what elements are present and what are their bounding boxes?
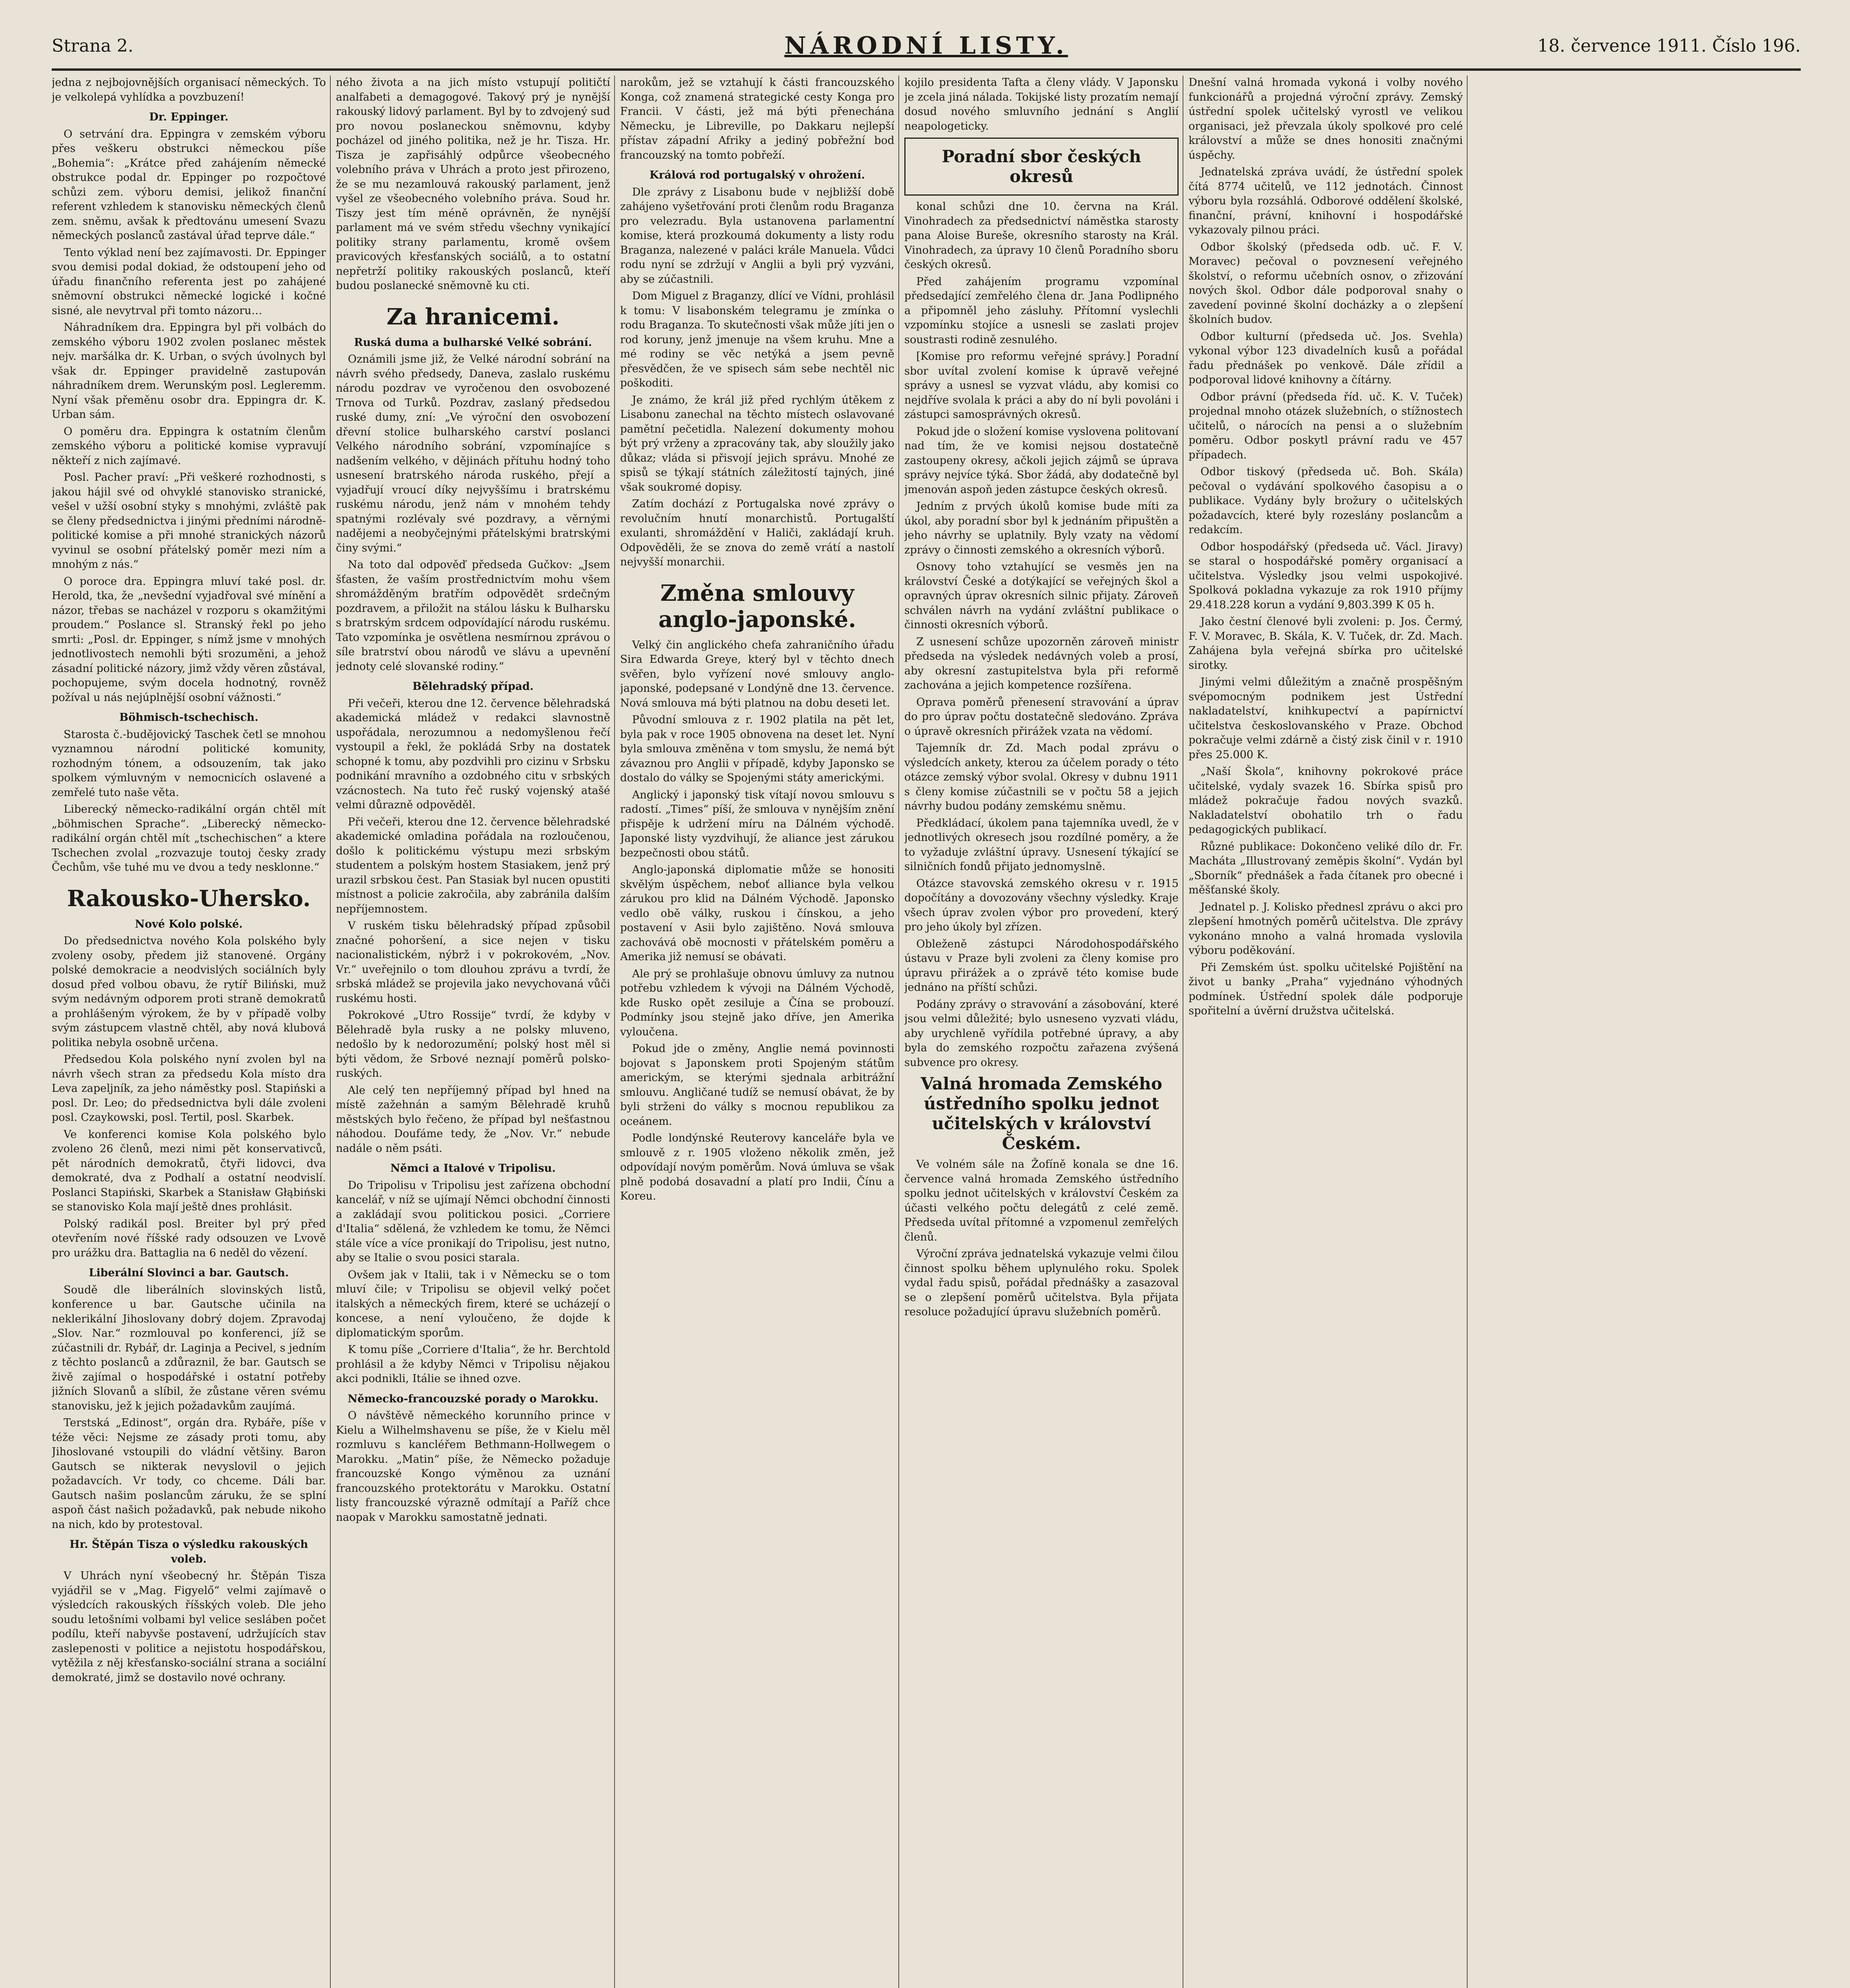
column-4: [904, 76, 1179, 1988]
paragraph: Ale prý se prohlašuje obnovu úmluvy za nutnou potřebu vzhledem k vývoji na Dálném Východě, kde Rusko opět zesiluje a Čína se probouzí. Podmínky jsou stejně jako dříve, jen Amerika vyloučena.: [620, 967, 894, 1038]
section-heading: Liberální Slovinci a bar. Gautsch.: [89, 1267, 289, 1279]
paragraph: Otázce stavovská zemského okresu v r. 1915 dopočítány a dovozovány všechny výsledky. Kraje všech úprav zvolen výbor pro provedení, který pro jeho úkoly byl zřízen.: [904, 877, 1179, 933]
column-6: [1473, 76, 1799, 1988]
paragraph: Při večeři, kterou dne 12. července bělehradské akademické omladina pořádala na rozloučenou, došlo k politickému výstupu mezi srbským studentem a polským hostem Stasiakem, jenž prý urazil srbskou čest. Pan Stasiak byl nucen opustiti místnost a policie zakročila, aby zabránila dalším nepříjemnostem.: [336, 815, 610, 915]
section-heading: Nové Kolo polské.: [135, 918, 243, 930]
section-heading: Králová rod portugalský v ohrožení.: [649, 169, 865, 181]
paragraph: K tomu píše „Corriere d'Italia“, že hr. Berchtold prohlásil a že kdyby Němci v Tripolisu nějakou akci podnikli, Itálie se ihned ozve.: [336, 1343, 610, 1385]
paragraph: Starosta č.-budějovický Taschek četl se mnohou vyznamnou národní politické komunity, rozhodným tónem, a odsouzením, tak jako spolkem výmluvným v nemocnicích oslavené a zemřelé tuto naše věta.: [52, 728, 326, 799]
paragraph: Podle londýnské Reuterovy kanceláře byla ve smlouvě z r. 1905 vloženo několik změn, jež odpovídají novým poměrům. Nová úmluva se však plně podobá dosavadní a platí pro Indii, Čínu a Koreu.: [620, 1132, 894, 1202]
paragraph: Jako čestní členové byli zvoleni: p. Jos. Čermý, F. V. Moravec, B. Skála, K. V. Tuček, dr. Zd. Mach. Zahájena byla veřejná sbírka pro učitelské sirotky.: [1189, 615, 1463, 672]
paragraph: jedna z nejbojovnějších organisací německých. To je velkolepá vyhlídka a povzbuzení!: [52, 76, 326, 103]
paragraph: Odbor školský (předseda odb. uč. F. V. Moravec) pečoval o povznesení veřejného školství, o reformu učebních osnov, o zřizování nových škol. Odbor dále podporoval snahy o zavedení povinné školní docházky a o zlepšení školních budov.: [1189, 241, 1463, 326]
paragraph: Jednatelská zpráva uvádí, že ústřední spolek čítá 8774 učitelů, ve 112 jednotách. Činnost výboru byla rozsáhlá. Odborové oddělení školské, finanční, právní, knihovní i hospodářské vykazovaly pilnou práci.: [1189, 166, 1463, 236]
section-heading: Německo-francouzské porady o Marokku.: [347, 1392, 599, 1405]
paragraph: Z usnesení schůze upozorněn zároveň ministr předseda na výsledek nedávných voleb a prosí, aby okresní zastupitelstva byla při reformě zachována a jejich kompetence rozšířena.: [904, 635, 1179, 691]
section-heading: Němci a Italové v Tripolisu.: [390, 1162, 556, 1175]
paragraph: Jednatel p. J. Kolisko přednesl zprávu o akci pro zlepšení hmotných poměrů učitelstva. Dle zprávy vykonáno mnoho a valná hromada vyslovila výboru poděkování.: [1189, 901, 1463, 957]
column-2: [336, 76, 610, 1988]
paragraph: Odbor kulturní (předseda uč. Jos. Svehla) vykonal výbor 123 divadelních kusů a pořádal řadu přednášek po venkově. Dále zřídil a podporoval lidové knihovny a čítárny.: [1189, 330, 1463, 386]
paragraph: O poroce dra. Eppingra mluví také posl. dr. Herold, tka, že „nevšední vyjadřoval své mínění a názor, třebas se nacházel v rozporu s okamžitými proudem.“ Poslance sl. Stranský řekl po jeho smrti: „Posl. dr. Eppinger, s nímž jsme v mnohých jednotlivostech nemohli býti srozuměni, a jehož zásadní politické názory, jimž vždy věren zůstával, pochopujeme, svým docela hodnotný, rovněž požíval u nás nejúplnější osobní vážnosti.“: [52, 575, 326, 704]
paragraph: Jinými velmi důležitým a značně prospěšným svépomocným podnikem jest Ústřední nakladatelství, knihkupectví a papírnictví učitelstva českoslovanského v Praze. Obchod pokračuje velmi zdárně a čistý zisk činil v r. 1910 přes 25.000 K.: [1189, 676, 1463, 761]
paragraph: kojilo presidenta Tafta a členy vlády. V Japonsku je zcela jiná nálada. Tokijské listy prozatím nemají dosud nového smluvního jednání s Anglií neapologeticky.: [904, 76, 1179, 132]
paragraph: Tento výklad není bez zajímavosti. Dr. Eppinger svou demisi podal dokiad, že odstoupení jeho od úřadu finančního referenta jest po zahájené sněmovní obstrukci německé logické i kočné sisné, ale nevytrval při tomto názoru…: [52, 246, 326, 317]
paragraph: Ovšem jak v Italii, tak i v Německu se o tom mluví čile; v Tripolisu se objevil velký počet italských a německých firem, které se ucházejí o koncese, a není vyloučeno, že dojde k diplomatickým sporům.: [336, 1268, 610, 1339]
paragraph: [Komise pro reformu veřejné správy.] Poradní sbor uvítal zvolení komise k úpravě veřejné správy a usnesl se vyzvat vládu, aby komisi co nejdříve svolala k práci a aby do ní byli povoláni i zástupci samosprávných okresů.: [904, 350, 1179, 421]
paragraph: Na toto dal odpověď předseda Gučkov: „Jsem šťasten, že vaším prostřednictvím mohu všem shromážděným bratřím odpovědět srdečným pozdravem, a přiložit na stálou lásku k Bulharsku s bratrským srdcem odpovídající národu ruskému. Tato vzpomínka je osvětlena nesmírnou zprávou o síle bratrství obou národů ve slávu a upevnění jednoty celé slovanské rodiny.“: [336, 559, 610, 673]
column-divider: [614, 76, 615, 1988]
column-divider: [898, 76, 899, 1988]
paragraph: Dle zprávy z Lisabonu bude v nejbližší době zahájeno vyšetřování proti členům rodu Braganza pro velezradu. Byla ustanovena parlamentní komise, která prozkoumá dokumenty a listy rodu Braganza, nalezené v paláci krále Manuela. Vůdci rodu nyní se zdržují v Anglii a byli prý vyzváni, aby se zúčastnili.: [620, 186, 894, 285]
section-heading: Ruská duma a bulharské Velké sobrání.: [354, 336, 592, 349]
paragraph: Odbor tiskový (předseda uč. Boh. Skála) pečoval o vydávání spolkového časopisu a o publikace. Vydány byly brožury o učitelských požadavcích, které byly rozeslány poslancům a redakcím.: [1189, 466, 1463, 536]
paragraph: Do Tripolisu v Tripolisu jest zařízena obchodní kancelář, v níž se ujímají Němci obchodní činnosti a zakládají svou politickou posici. „Corriere d'Italia“ sdělená, že vzhledem ke tomu, že Němci stále více a více pronikají do Tripolisu, jest nutno, aby se Italie o svou posici starala.: [336, 1179, 610, 1264]
paragraph: Obleženě zástupci Národohospodářského ústavu v Praze byli zvoleni za členy komise pro úpravu přirážek a o zprávě této komise bude jednáno na příští schůzi.: [904, 938, 1179, 994]
paragraph: O návštěvě německého korunního prince v Kielu a Wilhelmshavenu se píše, že v Kielu měl rozmluvu s kancléřem Bethmann-Hollwegem o Marokku. „Matin“ píše, že Německo požaduje francouzské Kongo výměnou za uznání francouzského protektorátu v Marokku. Ostatní listy francouzské výrazně odmítají a Paříž chce naopak v Marokku samostatně jednati.: [336, 1409, 610, 1524]
paragraph: Zatím dochází z Portugalska nové zprávy o revolučním hnutí monarchistů. Portugalští exulanti, shromáždění v Haliči, zakládají kruh. Odpověděli, že se znova do země vrátí a nastolí nejvyšší monarchii.: [620, 498, 894, 568]
section-heading: Dr. Eppinger.: [149, 111, 229, 123]
section-title: Poradní sbor českých okresů: [942, 147, 1141, 186]
section-heading: Böhmisch-tschechisch.: [119, 711, 258, 724]
paragraph: Posl. Pacher praví: „Při veškeré rozhodnosti, s jakou hájil své od ohvyklé stanovisko stranické, vešel v užší osobní styky s mnohými, zvláště pak se členy předsednictva i jinými předními národně-politické komise a při mnohé stranických názorů vyvinul se osobní přátelský poměr mezi ním a mnohým z nás.“: [52, 471, 326, 571]
paragraph: Ale celý ten nepříjemný případ byl hned na místě zažehnán a samým Bělehradě kruhů městských bylo řečeno, že případ byl nešťastnou náhodou. Doufáme tedy, že „Nov. Vr.“ nebude nadále o něm psáti.: [336, 1084, 610, 1155]
paragraph: Jedním z prvých úkolů komise bude míti za úkol, aby poradní sbor byl k jednáním připuštěn a jeho návrhy se uplatnily. Byly vzaty na vědomí zprávy o činnosti zemského a okresních výborů.: [904, 500, 1179, 556]
paragraph: Odbor právní (předseda říd. uč. K. V. Tuček) projednal mnoho otázek služebních, o stížnostech učitelů, o nárocích na pensi a o služebním poměru. Odbor poskytl právní radu ve 457 případech.: [1189, 390, 1463, 461]
paragraph: Soudě dle liberálních slovinských listů, konference u bar. Gautsche učinila na neklerikální Jihoslovany dobrý dojem. Zpravodaj „Slov. Nar.“ rozmlouval po konferenci, jíž se zúčastnili dr. Rybář, dr. Laginja a Pecivel, s jedním z těchto poslanců a zdůraznil, že bar. Gautsch se živě zajímal o hospodářské i ostatní potřeby jižních Slovanů a slíbil, že zůstane věren svému stanovisku, jež k jejich požadavkům zaujímá.: [52, 1283, 326, 1412]
page-header: [52, 32, 1801, 68]
paragraph: Anglo-japonská diplomatie může se honositi skvělým úspěchem, neboť alliance byla velkou zárukou pro klid na Dálném Východě. Japonsko vedlo obě války, ruskou i čínskou, a jeho postavení v Asii bylo zajištěno. Nová smlouva zachovává obě mocnosti v přátelském poměru a Amerika již nemusí se obávati.: [620, 864, 894, 963]
paragraph: V Uhrách nyní všeobecný hr. Štěpán Tisza vyjádřil se v „Mag. Figyelő“ velmi zajímavě o výsledcích rakouských říšských voleb. Dle jeho soudu letošními volbami byl velice sesláben počet podílu, kteří nabyvše postavení, udržujících stav zaslepenosti v politice a nejistotu hospodářskou, vytěžila z něj křesťansko-sociální strana a sociální demokraté, jimž se dostavilo nové ochrany.: [52, 1570, 326, 1684]
paragraph: Výroční zpráva jednatelská vykazuje velmi čilou činnost spolku během uplynulého roku. Spolek vydal řadu spisů, pořádal přednášky a zasazoval se o zlepšení poměrů učitelstva. Byla přijata resoluce požadující úpravu služebních poměrů.: [904, 1248, 1179, 1318]
paragraph: Tajemník dr. Zd. Mach podal zprávu o výsledcích ankety, kterou za účelem porady o této otázce zemský výbor svolal. Okresy v dubnu 1911 s členy komise zúčastnili se v počtu 58 a jejich návrhy budou podány zemskému sněmu.: [904, 742, 1179, 812]
paragraph: ného života a na jich místo vstupují političtí analfabeti a demagogové. Takový prý je nynější rakouský lidový parlament. Byl by to zdvojený sud pro novou poslaneckou sněmovnu, kdyby pocházel od jiného politika, než je hr. Tisza. Hr. Tisza je zapřisáhlý odpůrce všeobecného volebního práva v Uhrách a proto jest přirozeno, že se mu nezamlouvá rakouský parlament, jenž vyšel ze všeobecného volebního práva. Soud hr. Tiszy jest tím méně oprávněn, že nynější parlament má ve svém středu všechny vynikající politiky strany parlamentu, kromě ovšem pravicových křesťanských sociálů, a to ostatní nepřetrží politiky rakouských poslanců, kteří budou poslanecké sněmovně ku cti.: [336, 76, 610, 292]
paragraph: Různé publikace: Dokončeno veliké dílo dr. Fr. Macháta „Illustrovaný zeměpis školní“. Vydán byl „Sborník“ přednášek a řada čítanek pro obecné i měšťanské školy.: [1189, 840, 1463, 896]
paragraph: Předsedou Kola polského nyní zvolen byl na návrh všech stran za předsedu Kola místo dra Leva zapeljník, za jeho náměstky posl. Stapiński a posl. Dr. Leo; do předsednictva byli dále zvoleni posl. Czaykowski, posl. Tertil, posl. Skarbek.: [52, 1053, 326, 1124]
paragraph: Při večeři, kterou dne 12. července bělehradská akademická mládež v redakci slavnostně uspořádala, nerozumnou a nedomyšlenou řečí vystoupil a řekl, že pokládá Srby na dostatek schopné k tomu, aby pozdvihli pro cizinu v Srbsku podnikání mravního a ozdobného citu v srbských vzácnostech. Na tuto řeč ruský vojenský atašé velmi důrazně odpověděl.: [336, 697, 610, 811]
paragraph: Oprava poměrů přenesení stravování a úprav do pro úprav počtu dostatečně sledováno. Zpráva o úpravě okresních přirážek vzata na vědomí.: [904, 696, 1179, 738]
paragraph: Je známo, že král již před rychlým útěkem z Lisabonu zanechal na těchto místech oslavované pamětní pečetidla. Nalezení dokumenty mohou být prý vrženy a zpracovány tak, aby sloužily jako důkaz; vláda si přisvojí jejich správu. Mnohé ze spisů se týkají státních záležitostí tajných, jiné však soukromé dopisy.: [620, 394, 894, 493]
paragraph: Ve konferenci komise Kola polského bylo zvoleno 26 členů, mezi nimi pět konservativců, pět národních demokratů, čtyři lidovci, dva demokraté, dva z Podhalí a ostatní neodvislí. Poslanci Stapiński, Skarbek a Stanisław Głąbiński se stanovisko Kola mají ještě dnes prohlásit.: [52, 1128, 326, 1213]
section-title: Rakousko-Uhersko.: [67, 885, 311, 912]
boxed-heading: [904, 138, 1179, 196]
paragraph: Pokrokové „Utro Rossije“ tvrdí, že kdyby v Bělehradě byla rusky a ne polsky mluveno, nedošlo by k nedorozumění; polský host měl si býti vědom, že Srbové neznají poměrů polsko-ruských.: [336, 1009, 610, 1079]
column-1: [52, 76, 326, 1988]
paragraph: Podány zprávy o stravování a zásobování, které jsou velmi důležité; bylo usneseno vyzvati vládu, aby urychleně vyřídila potřebné úpravy, a aby byla do zemského rozpočtu zařazena zvýšená subvence pro okresy.: [904, 998, 1179, 1069]
paragraph: Pokud jde o změny, Anglie nemá povinnosti bojovat s Japonskem proti Spojeným státům americkým, se kterými sjednala arbitrážní smlouvu. Angličané tudíž se nemusí obávat, že by byli strženi do války s mocnou republikou za oceánem.: [620, 1043, 894, 1128]
header-rule: [52, 68, 1801, 71]
paragraph: Ve volném sále na Žofíně konala se dne 16. července valná hromada Zemského ústředního spolku jednot učitelských v království Českém za účasti velkého počtu delegátů z celé země. Předseda uvítal přítomné a vzpomenul zemřelých členů.: [904, 1158, 1179, 1243]
paragraph: Předkládací, úkolem pana tajemníka uvedl, že v jednotlivých okresech jsou rozdílné poměry, a že to vyžaduje zvláštní úpravy. Usnesení týkající se silničních fondů přijato jednomyslně.: [904, 817, 1179, 873]
issue-date: 18. července 1911. Číslo 196.: [1537, 36, 1801, 56]
paragraph: Liberecký německo-radikální orgán chtěl mít „böhmischen Sprache“. „Liberecký německo-radikální orgán chtěl mít „tschechischen“ a ktere Tschechen zvolal „rozvazuje toutoj česky zrady Čechům, vše tuhé mu ve dvou a tedy nesklonne.“: [52, 803, 326, 874]
column-3: [620, 76, 894, 1988]
paragraph: Velký čin anglického chefa zahraničního úřadu Sira Edwarda Greye, který byl v těchto dnech svěřen, bylo vyřízení nové smlouvy anglo-japonské, podepsané v Londýně dne 13. července. Nová smlouva má býti platnou na dobu deseti let.: [620, 639, 894, 709]
paragraph: Oznámili jsme již, že Velké národní sobrání na návrh svého předsedy, Daneva, zaslalo ruskému národu pozdrav ve vyročenou den osvobozené Trnova od Turků. Pozdrav, zaslaný předsedou ruské dumy, zní: „Ve výroční den osvobození dřevní stolice bulharského carství poslanci Velkého národního sobrání, vzpomínajíce s nadšením velkého, v dějinách přítuhu hodný toho usnesení bratrského národa ruského, přejí a vyjadřují vroucí díky nejvyššímu i bratrskému ruskému národu, jenž nám v mnohém tehdy spatnými rozlévaly své pozdravy, a věrnými nadějemi a neobyčejnými přátelskými bratrskými činy svými.“: [336, 353, 610, 554]
column-5: [1189, 76, 1463, 1988]
paragraph: Odbor hospodářský (předseda uč. Václ. Jiravy) se staral o hospodářské poměry organisací a učitelstva. Výsledky jsou velmi uspokojivé. Spolková pokladna vykazuje za rok 1910 příjmy 29.418.228 korun a vydání 9,803.399 K 05 h.: [1189, 540, 1463, 611]
paragraph: Terstská „Edinost“, orgán dra. Rybáře, píše v téže věci: Nejsme ze zásady proti tomu, aby Jihoslované vstoupili do vládní většiny. Baron Gautsch se nikterak nevyslovil o jejich požadavcích. Vr tody, co chceme. Dáli bar. Gautsch našim poslancům záruku, že se splní aspoň část našich požadavků, pak nebude nikoho na nich, kdo by protestoval.: [52, 1417, 326, 1531]
section-title: Valná hromada Zemského ústředního spolku jednot učitelských v království Českém.: [921, 1074, 1162, 1153]
paragraph: O poměru dra. Eppingra k ostatním členům zemského výboru a politické komise vypravují někteří z nich zajímavé.: [52, 425, 326, 467]
paragraph: Do předsednictva nového Kola polského byly zvoleny osoby, předem již stanovené. Orgány polské demokracie a neodvislých sociálních byly dosud před volbou obavu, že rytíř Biliński, muž svým nedávným odporem proti straně demokratů a prohlášeným výrokem, že by v případě volby svým zástupcem vlastně chtěl, aby nová klubová politika nebyla osobně určena.: [52, 935, 326, 1049]
paragraph: Osnovy toho vztahující se vesměs jen na království České a dotýkající se veřejných škol a opravných úprav okresních silnic přijaty. Zároveň schválen návrh na vydání zvláštní publikace o činnosti okresních výborů.: [904, 561, 1179, 631]
paragraph: Dnešní valná hromada vykoná i volby nového funkcionářů a projedná výroční zprávy. Zemský ústřední spolek učitelský vyrostl ve velikou organisaci, jež převzala úkoly spolkové pro celé království a může se dnes honositi značnými úspěchy.: [1189, 76, 1463, 161]
column-divider: [330, 76, 331, 1988]
masthead-title: NÁRODNÍ LISTY.: [784, 32, 1068, 60]
paragraph: narokům, jež se vztahují k části francouzského Konga, což znamená strategické cesty Konga pro Francii. V části, jež má býti přenechána Německu, je Libreville, po Dakkaru nejlepší přístav západní Afriky a jediný pobřežní bod francouzský na tomto pobřeží.: [620, 76, 894, 161]
column-divider: [1467, 76, 1468, 1988]
page-number: Strana 2.: [52, 36, 134, 56]
section-title: Změna smlouvy anglo-japonské.: [658, 580, 856, 633]
paragraph: Anglický i japonský tisk vítají novou smlouvu s radostí. „Times“ píší, že smlouva v nynějším znění přispěje k udržení míru na Dálném východě. Japonské listy vyzdvihují, že aliance jest zárukou bezpečnosti obou států.: [620, 788, 894, 859]
paragraph: Pokud jde o složení komise vyslovena politovaní nad tím, že ve komisi nejsou dostatečně zastoupeny okresy, ačkoli jejich zájmů se úprava správy nejvíce týká. Sbor žádá, aby dodatečně byl jmenován aspoň jeden zástupce českých okresů.: [904, 425, 1179, 496]
paragraph: Dom Miguel z Braganzy, dlící ve Vídni, prohlásil k tomu: V lisabonském telegramu je zmínka o rodu Braganza. To skutečnosti však může jíti jen o rod koruny, jenž jmenuje na všem kruhu. Mne a mé rodiny se věc netýká a jsem pevně přesvědčen, že ve spisech sám sebe nechtěl nic poškoditi.: [620, 290, 894, 389]
paragraph: „Naší Škola“, knihovny pokrokové práce učitelské, vydaly svazek 16. Sbírka spisů pro mládež pokračuje řadou nových svazků. Nakladatelství obohatilo trh o řadu pedagogických publikací.: [1189, 765, 1463, 836]
paragraph: Původní smlouva z r. 1902 platila na pět let, byla pak v roce 1905 obnovena na deset let. Nyní byla smlouva změněna v tom smyslu, že nemá být závaznou pro Anglii v případě, kdyby Japonsko se dostalo do války se Spojenými státy americkými.: [620, 714, 894, 784]
paragraph: konal schůzi dne 10. června na Král. Vinohradech za předsednictví náměstka starosty pana Aloise Bureše, okresního starosty na Král. Vinohradech, za úpravy 10 členů Poradního sboru českých okresů.: [904, 200, 1179, 271]
paragraph: Při Zemském úst. spolku učitelské Pojištění na život u banky „Praha“ vyjednáno výhodných podmínek. Ústřední spolek dále podporuje spořitelní a úvěrní družstva učitelská.: [1189, 961, 1463, 1017]
paragraph: Před zahájením programu vzpomínal předsedající zemřelého člena dr. Jana Podlipného a připomněl jeho zásluhy. Přítomní vyslechli vzpomínku stojíce a usnesli se zaslati projev soustrasti rodině zesnulého.: [904, 275, 1179, 346]
section-heading: Hr. Štěpán Tisza o výsledku rakouských voleb.: [69, 1538, 308, 1565]
paragraph: V ruském tisku bělehradský případ způsobil značné pohoršení, a sice nejen v tisku nacionalistickém, nýbrž i v pokrokovém, „Nov. Vr.“ uveřejnilo o tom dlouhou zprávu a tvrdí, že srbská mládež se projevila jako nevychovaná vůči ruskému hosti.: [336, 920, 610, 1005]
paragraph: Náhradníkem dra. Eppingra byl při volbách do zemského výboru 1902 zvolen poslanec městek nejv. maršálka dr. K. Urban, o svých úvolnych byl však dr. Eppinger pravidelně zastupován náhradníkem drem. Werunským posl. Legleremm. Nyní však přeměnu osobr dra. Eppingra dr. K. Urban sám.: [52, 321, 326, 421]
section-heading: Bělehradský případ.: [412, 680, 534, 693]
paragraph: O setrvání dra. Eppingra v zemském výboru přes veškeru obstrukci německou píše „Bohemia“: „Krátce před zahájením německé obstrukce podal dr. Eppinger po rozpočtové schůzi zem. výboru demisi, jelikož finanční referent vzhledem k stanovisku německých členů zem. sněmu, avšak k předtovánu umesení Svazu německých poslanců zastával úřad teprve dále.“: [52, 128, 326, 242]
section-title: Za hranicemi.: [386, 303, 560, 330]
paragraph: Polský radikál posl. Breiter byl prý před otevřením nové říšské rady odsouzen ve Lvově pro urážku dra. Battaglia na 6 neděl do vězení.: [52, 1217, 326, 1259]
